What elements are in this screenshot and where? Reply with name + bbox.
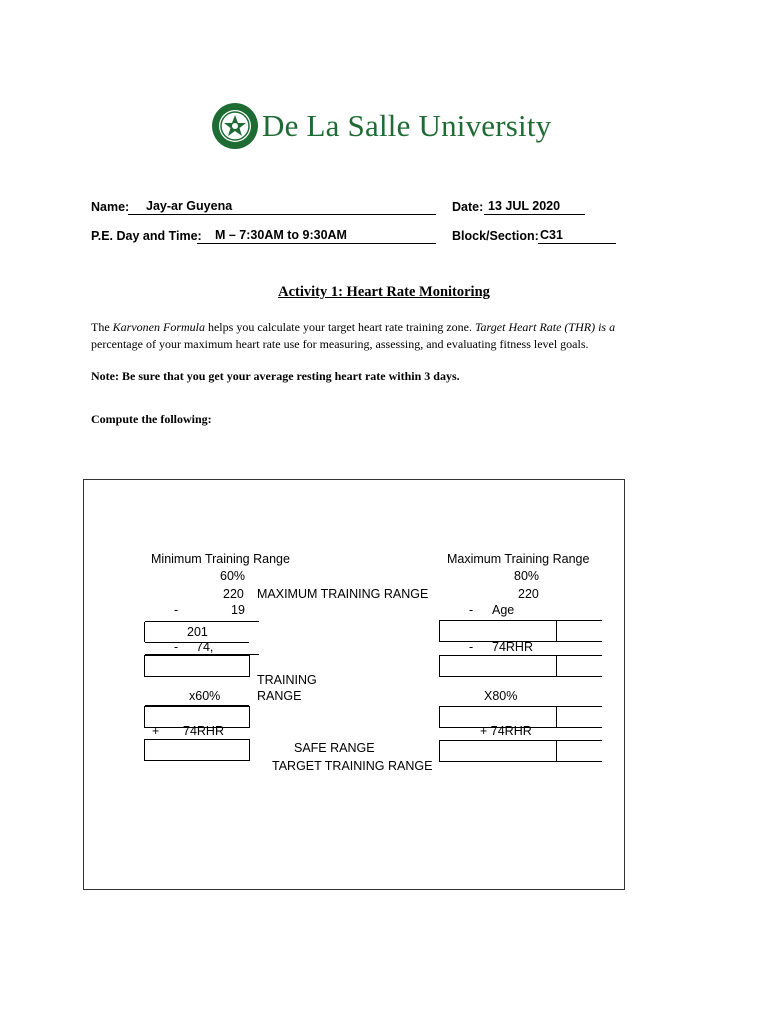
max-box-final-ext-top: [557, 740, 602, 741]
intro-text-3: is a: [595, 320, 616, 334]
min-plus-rhr: 74RHR: [183, 724, 224, 738]
max-box-final-ext-bottom: [557, 761, 602, 762]
max-rhr-value: 74RHR: [492, 640, 533, 654]
date-value: 13 JUL 2020: [488, 199, 561, 213]
min-box-final[interactable]: [144, 739, 250, 761]
max-minus-rhr-sign: -: [469, 640, 474, 654]
note-text: Note: Be sure that you get your average resting heart rate within 3 days.: [91, 369, 460, 383]
thr-text: Target Heart Rate (THR): [474, 320, 596, 334]
min-box-1-edge: [144, 622, 145, 642]
name-field[interactable]: [128, 199, 436, 215]
min-times-percent: x60%: [189, 689, 221, 703]
karvonen-formula-text: Karvonen Formula: [112, 320, 205, 334]
name-value: Jay-ar Guyena: [146, 199, 233, 213]
max-220: 220: [518, 587, 539, 601]
max-box-3-ext-top: [557, 706, 602, 707]
pe-day-time-value: M – 7:30AM to 9:30AM: [215, 228, 347, 242]
intro-text-1: The: [91, 320, 113, 334]
max-box-3-ext-bottom: [557, 727, 602, 728]
center-max-training-range: MAXIMUM TRAINING RANGE: [257, 587, 429, 601]
min-220: 220: [223, 587, 244, 601]
max-box-1[interactable]: [439, 620, 557, 642]
max-box-2-ext-bottom: [557, 676, 602, 677]
activity-title: Activity 1: Heart Rate Monitoring: [278, 284, 490, 300]
max-box-final[interactable]: [439, 740, 557, 762]
intro-paragraph: [91, 319, 651, 353]
min-percent: 60%: [220, 569, 246, 583]
max-box-1-ext-top: [557, 620, 602, 621]
compute-heading: Compute the following:: [91, 412, 212, 426]
block-section-value: C31: [540, 228, 563, 242]
min-rhr-value: 74,: [196, 640, 214, 654]
center-range: RANGE: [257, 689, 302, 703]
min-range-title: Minimum Training Range: [151, 552, 290, 566]
max-age-label: Age: [492, 603, 515, 617]
block-section-label: Block/Section:: [452, 229, 539, 243]
worksheet-frame: [83, 479, 625, 890]
max-box-2-ext-top: [557, 655, 602, 656]
max-box-2[interactable]: [439, 655, 557, 677]
min-minus-rhr-sign: -: [174, 640, 179, 654]
pe-day-time-label: P.E. Day and Time:: [91, 229, 202, 243]
min-box-2[interactable]: [144, 655, 250, 677]
min-result-201: 201: [187, 625, 208, 639]
center-training: TRAINING: [257, 673, 317, 687]
max-times-percent: X80%: [484, 689, 518, 703]
block-section-field[interactable]: [538, 228, 616, 244]
max-minus-sign: -: [469, 603, 474, 617]
max-range-title: Maximum Training Range: [447, 552, 590, 566]
university-name: De La Salle University: [262, 108, 552, 143]
min-minus-sign: -: [174, 603, 179, 617]
max-box-1-ext-bottom: [557, 641, 602, 642]
min-age-value: 19: [231, 603, 245, 617]
safe-range-label: SAFE RANGE: [294, 741, 375, 755]
date-label: Date:: [452, 200, 484, 214]
date-field[interactable]: [484, 199, 585, 215]
intro-text-2: helps you calculate your target heart rate training zone.: [204, 320, 475, 334]
target-training-range-label: TARGET TRAINING RANGE: [272, 759, 433, 773]
max-plus-rhr: + 74RHR: [480, 724, 532, 738]
pe-day-time-field[interactable]: [197, 228, 436, 244]
intro-text-line2: percentage of your maximum heart rate use for measuring, assessing, and evaluating fitness level goals.: [91, 337, 589, 351]
min-plus-sign: +: [152, 724, 160, 738]
name-label: Name:: [91, 200, 130, 214]
dlsu-seal-icon: [211, 102, 259, 150]
max-percent: 80%: [514, 569, 540, 583]
min-subtotal-line: [145, 621, 259, 622]
